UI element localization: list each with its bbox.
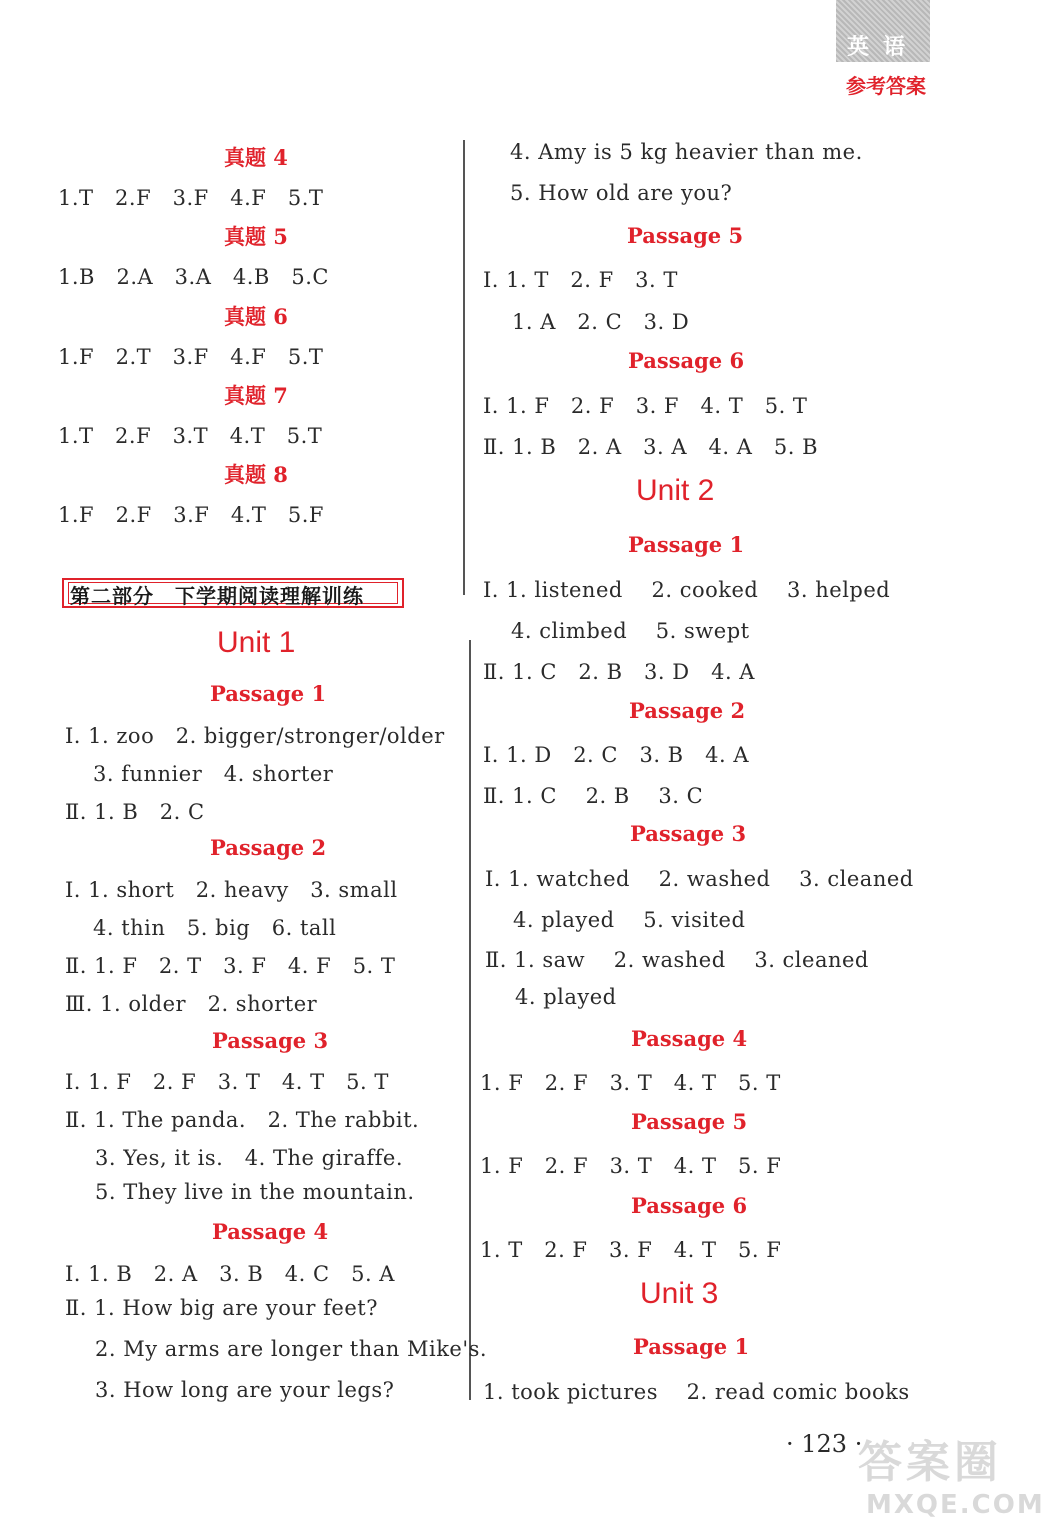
answer-line: 1.F 2.F 3.F 4.T 5.F	[58, 503, 324, 527]
passage-heading: Passage 5	[627, 223, 744, 248]
answer-line: 4. played 5. visited	[513, 908, 746, 932]
passage-heading: Passage 6	[628, 348, 745, 373]
heading-zhenti-7: 真题 7	[224, 383, 288, 408]
heading-zhenti-4: 真题 4	[224, 145, 288, 170]
watermark-logo: 答案圈	[858, 1437, 1002, 1488]
answer-line: Ⅱ. 1. F 2. T 3. F 4. F 5. T	[65, 954, 396, 978]
answer-line: Ⅱ. 1. C 2. B 3. C	[483, 784, 704, 808]
passage-heading: Passage 1	[628, 532, 745, 557]
answer-line: 4. Amy is 5 kg heavier than me.	[510, 140, 863, 164]
answer-line: 1.B 2.A 3.A 4.B 5.C	[58, 265, 329, 289]
passage-heading: Passage 3	[212, 1028, 329, 1053]
page-number: · 123 ·	[786, 1430, 863, 1458]
passage-heading: Passage 1	[633, 1334, 750, 1359]
answer-line: 4. played	[515, 985, 617, 1009]
heading-zhenti-5: 真题 5	[224, 224, 288, 249]
answer-line: 2. My arms are longer than Mike's.	[95, 1337, 488, 1361]
column-divider-top	[463, 140, 465, 595]
passage-heading: Passage 3	[630, 821, 747, 846]
answer-line: 3. Yes, it is. 4. The giraffe.	[95, 1146, 404, 1170]
watermark-url: MXQE.COM	[866, 1490, 1045, 1520]
heading-zhenti-6: 真题 6	[224, 304, 288, 329]
answers-label: 参考答案	[846, 74, 926, 98]
answer-line: Ⅲ. 1. older 2. shorter	[65, 992, 318, 1016]
answer-line: Ⅰ. 1. listened 2. cooked 3. helped	[483, 578, 891, 602]
answer-line: 4. thin 5. big 6. tall	[93, 916, 337, 940]
answer-line: 1. F 2. F 3. T 4. T 5. T	[480, 1071, 781, 1095]
answer-line: Ⅱ. 1. saw 2. washed 3. cleaned	[485, 948, 869, 972]
answer-line: Ⅰ. 1. B 2. A 3. B 4. C 5. A	[65, 1262, 395, 1286]
answer-line: Ⅰ. 1. T 2. F 3. T	[483, 268, 678, 292]
answer-line: 4. climbed 5. swept	[511, 619, 750, 643]
answer-line: 1.F 2.T 3.F 4.F 5.T	[58, 345, 324, 369]
passage-heading: Passage 2	[629, 698, 746, 723]
passage-heading: Passage 6	[631, 1193, 748, 1218]
answer-line: 1. A 2. C 3. D	[512, 310, 690, 334]
answer-line: 1. F 2. F 3. T 4. T 5. F	[480, 1154, 782, 1178]
answer-line: Ⅰ. 1. short 2. heavy 3. small	[65, 878, 398, 902]
passage-heading: Passage 4	[212, 1219, 329, 1244]
unit-2-title: Unit 2	[636, 474, 715, 507]
passage-heading: Passage 1	[210, 681, 327, 706]
passage-heading: Passage 5	[631, 1109, 748, 1134]
answer-line: Ⅰ. 1. F 2. F 3. T 4. T 5. T	[65, 1070, 389, 1094]
heading-zhenti-8: 真题 8	[224, 462, 288, 487]
section-title: 第二部分 下学期阅读理解训练	[70, 584, 364, 608]
answer-line: Ⅱ. 1. The panda. 2. The rabbit.	[65, 1108, 420, 1132]
answer-line: 5. They live in the mountain.	[95, 1180, 415, 1204]
unit-1-title: Unit 1	[217, 626, 296, 659]
unit-3-title: Unit 3	[640, 1277, 719, 1310]
passage-heading: Passage 4	[631, 1026, 748, 1051]
answer-line: 5. How old are you?	[510, 181, 733, 205]
answer-line: 1. took pictures 2. read comic books	[483, 1380, 910, 1404]
answer-line: Ⅰ. 1. zoo 2. bigger/stronger/older	[65, 724, 445, 748]
answer-line: Ⅱ. 1. B 2. A 3. A 4. A 5. B	[483, 435, 819, 459]
answer-line: 1. T 2. F 3. F 4. T 5. F	[480, 1238, 782, 1262]
answer-line: Ⅰ. 1. F 2. F 3. F 4. T 5. T	[483, 394, 808, 418]
passage-heading: Passage 2	[210, 835, 327, 860]
answer-line: Ⅱ. 1. B 2. C	[65, 800, 205, 824]
answer-line: 1.T 2.F 3.T 4.T 5.T	[58, 424, 323, 448]
answer-line: Ⅱ. 1. C 2. B 3. D 4. A	[483, 660, 755, 684]
answer-line: 3. How long are your legs?	[95, 1378, 395, 1402]
answer-line: 1.T 2.F 3.F 4.F 5.T	[58, 186, 324, 210]
answer-line: Ⅱ. 1. How big are your feet?	[65, 1296, 378, 1320]
answer-line: Ⅰ. 1. watched 2. washed 3. cleaned	[485, 867, 914, 891]
column-divider-bottom	[469, 640, 471, 1400]
answer-line: Ⅰ. 1. D 2. C 3. B 4. A	[483, 743, 749, 767]
subject-tab-label: 英语	[846, 35, 919, 60]
answer-line: 3. funnier 4. shorter	[93, 762, 334, 786]
